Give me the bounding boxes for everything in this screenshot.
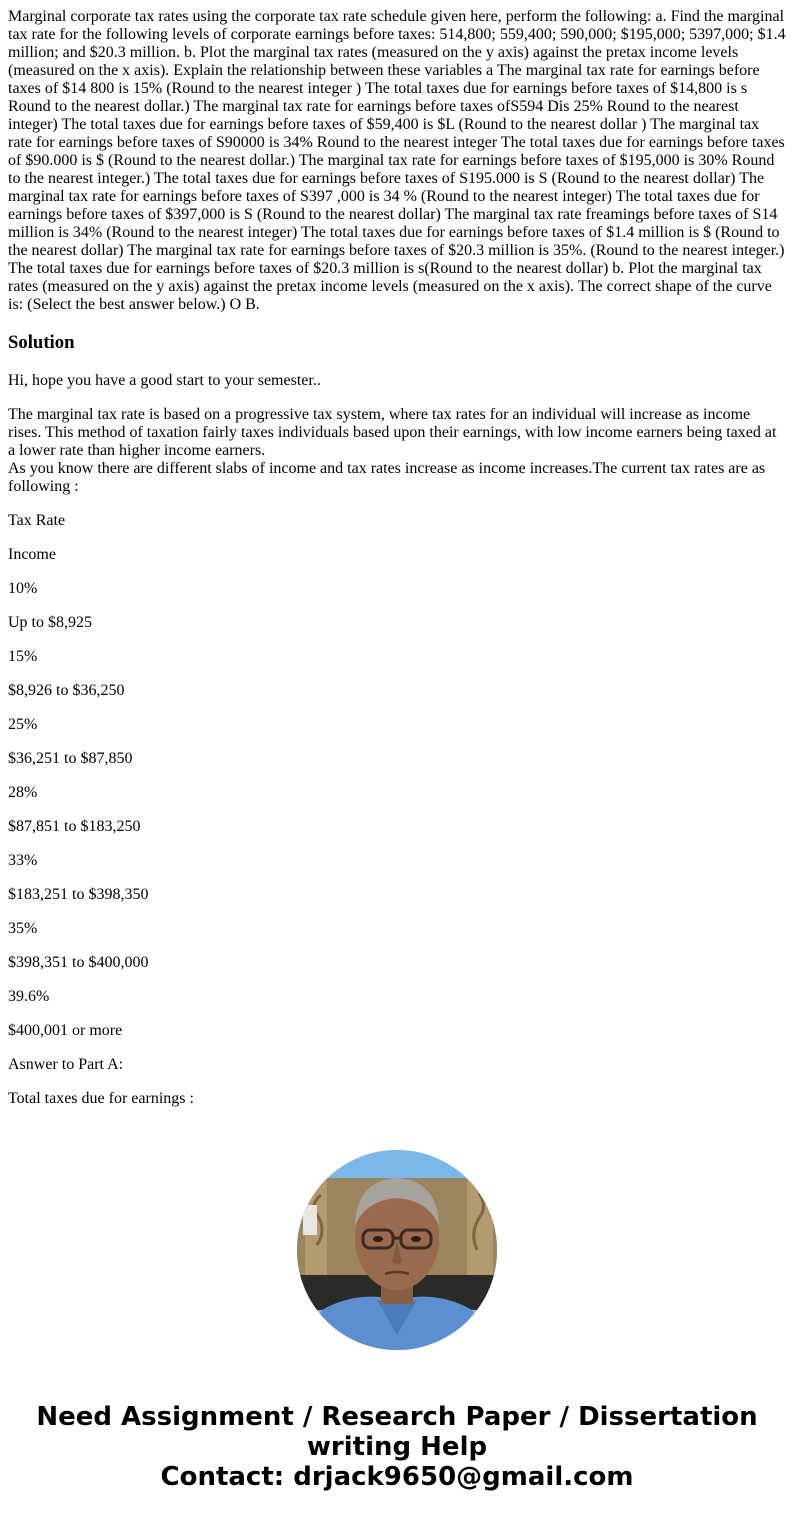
schedule-income: $36,251 to $87,850 (8, 750, 133, 767)
schedule-rate: 35% (8, 920, 38, 937)
footer-line-1: Need Assignment / Research Paper / Dissertation (36, 1402, 758, 1432)
schedule-rate: 39.6% (8, 988, 50, 1005)
schedule-income: $398,351 to $400,000 (8, 954, 149, 971)
schedule-rate: 33% (8, 852, 38, 869)
schedule-rate: 10% (8, 580, 38, 597)
portrait-illustration (297, 1150, 497, 1350)
schedule-header-income: Income (8, 546, 56, 563)
schedule-income: $8,926 to $36,250 (8, 682, 125, 699)
greeting-text: Hi, hope you have a good start to your semester.. (8, 372, 321, 389)
tax-rate-schedule (8, 512, 786, 1040)
total-taxes-label: Total taxes due for earnings : (8, 1090, 194, 1107)
schedule-rate: 15% (8, 648, 38, 665)
intro-line-1: The marginal tax rate is based on a progressive tax system, where tax rates for an individual will increase as income rises. This method of taxation fairly taxes individuals based upon their earnings, with low income earners being taxed at a lower rate than higher income earners. (8, 406, 777, 459)
contact-footer (0, 1402, 794, 1492)
schedule-income: $400,001 or more (8, 1022, 123, 1039)
schedule-income: $183,251 to $398,350 (8, 886, 149, 903)
schedule-income: $87,851 to $183,250 (8, 818, 141, 835)
question-text: Marginal corporate tax rates using the corporate tax rate schedule given here, perform the following: a. Find the marginal tax rate for the following levels of corporate earnings before taxes: 514,800; 559,400; 590,000; $195,000; 5397,000; $1.4 million; and $20.3 million. b. Plot the marginal tax rates (measured on the y axis) against the pretax income levels (measured on the x axis). Explain the relationship between these variables a The marginal tax rate for earnings before taxes of $14 800 is 15% (Round to the nearest integer ) The total taxes due for earnings before taxes of $14,800 is s Round to the nearest dollar.) The marginal tax rate for earnings before taxes ofS594 Dis 25% Round to the nearest integer) The total taxes due for earnings before taxes of $59,400 is $L (Round to the nearest dollar ) The marginal tax rate for earnings before taxes of S90000 is 34% Round to the nearest integer The total taxes due for earnings before taxes of $90.000 is $ (Round to the nearest dollar.) The marginal tax rate for earnings before taxes of $195,000 is 30% Round to the nearest integer.) The total taxes due for earnings before taxes of S195.000 is S (Round to the nearest dollar) The marginal tax rate for earnings before taxes of S397 ,000 is 34 % (Round to the nearest integer) The total taxes due for earnings before taxes of $397,000 is S (Round to the nearest dollar) The marginal tax rate freamings before taxes of S14 million is 34% (Round to the nearest integer) The total taxes due for earnings before taxes of $1.4 million is $ (Round to the nearest dollar) The marginal tax rate for earnings before taxes of $20.3 million is 35%. (Round to the nearest integer.) The total taxes due for earnings before taxes of $20.3 million is s(Round to the nearest dollar) b. Plot the marginal tax rates (measured on the y axis) against the pretax income levels (measured on the x axis). The correct shape of the curve is: (Select the best answer below.) O B. (8, 8, 786, 313)
intro-line-2: As you know there are different slabs of income and tax rates increase as income increases.The current tax rates are as following : (8, 460, 766, 495)
schedule-rate: 25% (8, 716, 38, 733)
footer-contact-email: Contact: drjack9650@gmail.com (160, 1462, 634, 1492)
intro-paragraph (8, 406, 786, 496)
solution-heading: Solution (8, 332, 75, 353)
author-photo-container (0, 1150, 794, 1350)
schedule-income: Up to $8,925 (8, 614, 92, 631)
schedule-header-rate: Tax Rate (8, 512, 66, 529)
author-photo (297, 1150, 497, 1350)
schedule-rate: 28% (8, 784, 38, 801)
part-a-label: Asnwer to Part A: (8, 1056, 124, 1073)
footer-line-2: writing Help (306, 1432, 488, 1462)
